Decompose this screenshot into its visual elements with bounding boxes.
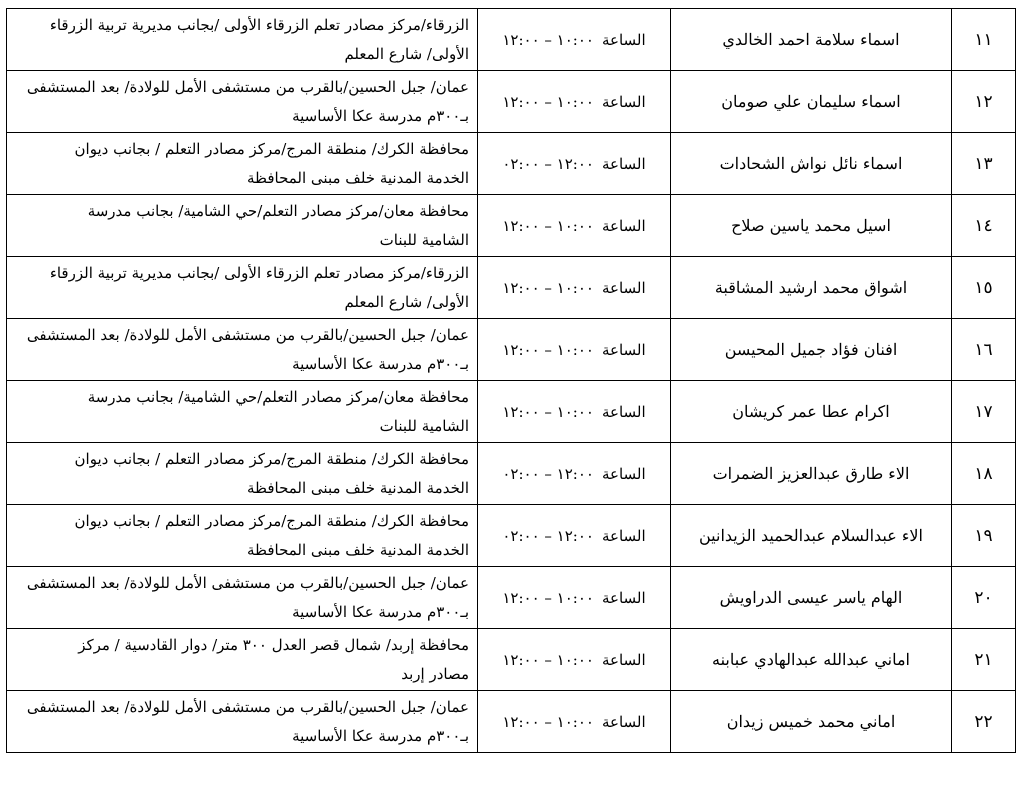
location-line: الشامية للبنات (379, 416, 469, 435)
exam-time (478, 257, 671, 319)
exam-location (7, 195, 478, 257)
table-row (7, 195, 1016, 257)
row-number: ١٩ (952, 505, 1016, 567)
location-line: عمان/ جبل الحسين/بالقرب من مستشفى الأمل للولادة/ بعد المستشفى (26, 573, 469, 592)
location-line: محافظة معان/مركز مصادر التعلم/حي الشامية/ بجانب مدرسة (87, 201, 469, 220)
table-row (7, 319, 1016, 381)
location-line: محافظة الكرك/ منطقة المرج/مركز مصادر التعلم / بجانب ديوان (74, 449, 469, 468)
location-line: عمان/ جبل الحسين/بالقرب من مستشفى الأمل للولادة/ بعد المستشفى (26, 77, 469, 96)
time-range: ١٢:٠٠ – ٠٢:٠٠ (502, 154, 594, 173)
time-label: الساعة (601, 402, 646, 421)
exam-location (7, 629, 478, 691)
location-line: الزرقاء/مركز مصادر تعلم الزرقاء الأولى /بجانب مديرية تربية الزرقاء (49, 15, 469, 34)
candidate-name: الهام ياسر عيسى الدراويش (671, 567, 952, 629)
exam-time (478, 9, 671, 71)
time-range: ١٠:٠٠ – ١٢:٠٠ (502, 216, 594, 235)
row-number: ٢٢ (952, 691, 1016, 753)
time-label: الساعة (601, 340, 646, 359)
location-line: عمان/ جبل الحسين/بالقرب من مستشفى الأمل للولادة/ بعد المستشفى (26, 325, 469, 344)
location-line: الشامية للبنات (379, 230, 469, 249)
location-line: الأولى/ شارع المعلم (344, 292, 469, 311)
location-line: مصادر إربد (401, 664, 469, 683)
row-number: ١٥ (952, 257, 1016, 319)
candidate-name: اسيل محمد ياسين صلاح (671, 195, 952, 257)
time-label: الساعة (601, 30, 646, 49)
row-number: ١٨ (952, 443, 1016, 505)
location-line: الخدمة المدنية خلف مبنى المحافظة (246, 478, 469, 497)
exam-location (7, 443, 478, 505)
row-number: ١٢ (952, 71, 1016, 133)
location-line: محافظة إربد/ شمال قصر العدل ٣٠٠ متر/ دوار القادسية / مركز (78, 635, 469, 654)
time-range: ١٠:٠٠ – ١٢:٠٠ (502, 30, 594, 49)
exam-location (7, 691, 478, 753)
exam-location (7, 71, 478, 133)
location-line: محافظة الكرك/ منطقة المرج/مركز مصادر التعلم / بجانب ديوان (74, 511, 469, 530)
time-label: الساعة (601, 650, 646, 669)
table-row (7, 567, 1016, 629)
exam-time (478, 195, 671, 257)
exam-location (7, 257, 478, 319)
location-line: الزرقاء/مركز مصادر تعلم الزرقاء الأولى /بجانب مديرية تربية الزرقاء (49, 263, 469, 282)
location-line: بـ٣٠٠م مدرسة عكا الأساسية (292, 106, 469, 125)
exam-time (478, 567, 671, 629)
location-line: عمان/ جبل الحسين/بالقرب من مستشفى الأمل للولادة/ بعد المستشفى (26, 697, 469, 716)
time-label: الساعة (601, 154, 646, 173)
time-label: الساعة (601, 526, 646, 545)
table-row (7, 71, 1016, 133)
exam-time (478, 133, 671, 195)
location-line: الخدمة المدنية خلف مبنى المحافظة (246, 168, 469, 187)
time-label: الساعة (601, 216, 646, 235)
time-range: ١٠:٠٠ – ١٢:٠٠ (502, 588, 594, 607)
location-line: محافظة معان/مركز مصادر التعلم/حي الشامية/ بجانب مدرسة (87, 387, 469, 406)
exam-location (7, 567, 478, 629)
time-label: الساعة (601, 278, 646, 297)
row-number: ٢١ (952, 629, 1016, 691)
exam-time (478, 629, 671, 691)
time-label: الساعة (601, 712, 646, 731)
location-line: الأولى/ شارع المعلم (344, 44, 469, 63)
table-row (7, 629, 1016, 691)
time-range: ١٠:٠٠ – ١٢:٠٠ (502, 340, 594, 359)
exam-location (7, 505, 478, 567)
time-range: ١٠:٠٠ – ١٢:٠٠ (502, 650, 594, 669)
table-row (7, 505, 1016, 567)
candidate-name: اسماء سليمان علي صومان (671, 71, 952, 133)
row-number: ١١ (952, 9, 1016, 71)
exam-location (7, 9, 478, 71)
exam-time (478, 443, 671, 505)
candidate-name: اشواق محمد ارشيد المشاقبة (671, 257, 952, 319)
time-label: الساعة (601, 588, 646, 607)
time-label: الساعة (601, 464, 646, 483)
location-line: بـ٣٠٠م مدرسة عكا الأساسية (292, 354, 469, 373)
schedule-table (6, 8, 1016, 753)
time-range: ١٢:٠٠ – ٠٢:٠٠ (502, 464, 594, 483)
table-row (7, 9, 1016, 71)
table-row (7, 691, 1016, 753)
table-row (7, 443, 1016, 505)
location-line: بـ٣٠٠م مدرسة عكا الأساسية (292, 602, 469, 621)
exam-location (7, 133, 478, 195)
time-range: ١٠:٠٠ – ١٢:٠٠ (502, 278, 594, 297)
candidate-name: اماني عبدالله عبدالهادي عبابنه (671, 629, 952, 691)
candidate-name: الاء عبدالسلام عبدالحميد الزيدانين (671, 505, 952, 567)
table-row (7, 381, 1016, 443)
time-range: ١٢:٠٠ – ٠٢:٠٠ (502, 526, 594, 545)
location-line: محافظة الكرك/ منطقة المرج/مركز مصادر التعلم / بجانب ديوان (74, 139, 469, 158)
document-page (6, 8, 1015, 753)
exam-time (478, 505, 671, 567)
location-line: بـ٣٠٠م مدرسة عكا الأساسية (292, 726, 469, 745)
table-row (7, 257, 1016, 319)
candidate-name: الاء طارق عبدالعزيز الضمرات (671, 443, 952, 505)
exam-time (478, 381, 671, 443)
candidate-name: اماني محمد خميس زيدان (671, 691, 952, 753)
candidate-name: اسماء سلامة احمد الخالدي (671, 9, 952, 71)
candidate-name: اسماء نائل نواش الشحادات (671, 133, 952, 195)
row-number: ١٦ (952, 319, 1016, 381)
row-number: ١٣ (952, 133, 1016, 195)
exam-time (478, 691, 671, 753)
candidate-name: افنان فؤاد جميل المحيسن (671, 319, 952, 381)
table-row (7, 133, 1016, 195)
schedule-table-body (7, 9, 1016, 753)
exam-time (478, 319, 671, 381)
row-number: ٢٠ (952, 567, 1016, 629)
exam-location (7, 381, 478, 443)
time-range: ١٠:٠٠ – ١٢:٠٠ (502, 712, 594, 731)
location-line: الخدمة المدنية خلف مبنى المحافظة (246, 540, 469, 559)
row-number: ١٤ (952, 195, 1016, 257)
exam-location (7, 319, 478, 381)
time-range: ١٠:٠٠ – ١٢:٠٠ (502, 402, 594, 421)
candidate-name: اكرام عطا عمر كريشان (671, 381, 952, 443)
time-range: ١٠:٠٠ – ١٢:٠٠ (502, 92, 594, 111)
time-label: الساعة (601, 92, 646, 111)
row-number: ١٧ (952, 381, 1016, 443)
exam-time (478, 71, 671, 133)
